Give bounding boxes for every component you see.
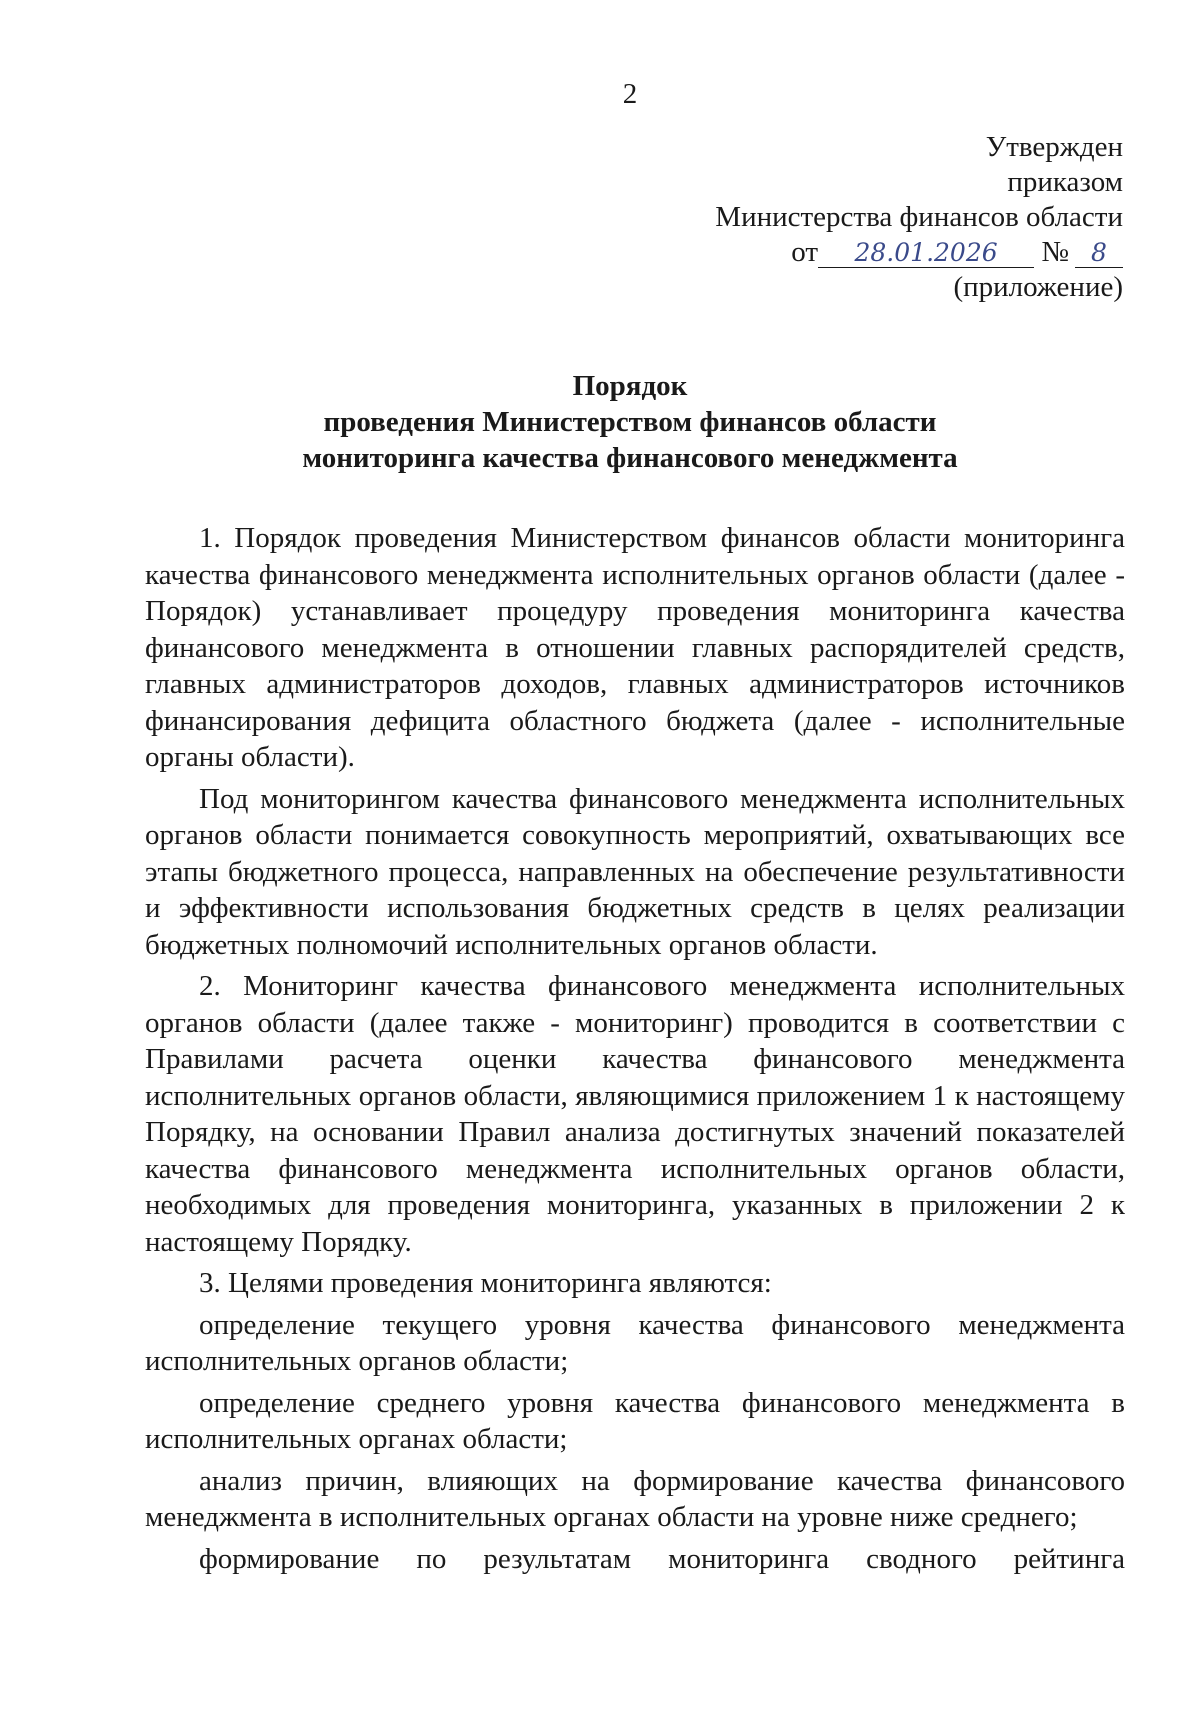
paragraph-1: 1. Порядок проведения Министерством финансов области мониторинга качества финансового менеджмента исполнительных органов области (далее - Порядок) устанавливает процедуру проведения мониторинга качества финансового менеджмента в отношении главных распорядителей средств, главных администраторов доходов, главных администраторов источников финансирования дефицита областного бюджета (далее - исполнительные органы области). [145, 522, 1125, 773]
approval-line-ministry: Министерства финансов области [715, 201, 1123, 233]
number-label: № [1041, 236, 1069, 268]
goal-item-4: формирование по результатам мониторинга сводного рейтинга [199, 1542, 1125, 1575]
document-body [145, 520, 1125, 1582]
handwritten-number: 8 [1075, 239, 1123, 268]
title-line-2: проведения Министерством финансов области [323, 406, 937, 438]
approval-line-date-number [715, 235, 1123, 270]
paragraph-3: 2. Мониторинг качества финансового менеджмента исполнительных органов области (далее также - мониторинг) проводится в соответствии с Правилами расчета оценки качества финансового менеджмента исполнительных органов области, являющимися приложением 1 к настоящему Порядку, на основании Правил анализа достигнутых значений показателей качества финансового менеджмента исполнительных органов области, необходимых для проведения мониторинга, указанных в приложении 2 к настоящему Порядку. [145, 970, 1125, 1258]
document-title [0, 368, 1200, 476]
approval-line-order: приказом [1007, 166, 1123, 198]
approval-stamp-block [715, 130, 1123, 305]
goal-item-3: анализ причин, влияющих на формирование качества финансового менеджмента в исполнительных органах области на уровне ниже среднего; [145, 1464, 1125, 1533]
paragraph-2: Под мониторингом качества финансового менеджмента исполнительных органов области понимается совокупность мероприятий, охватывающих все этапы бюджетного процесса, направленных на обеспечение результативности и эффективности использования бюджетных средств в целях реализации бюджетных полномочий исполнительных органов области. [145, 782, 1125, 961]
paragraph-4: 3. Целями проведения мониторинга являются: [199, 1267, 772, 1299]
approval-line-appendix: (приложение) [953, 271, 1123, 303]
title-line-1: Порядок [572, 370, 688, 402]
goal-item-2: определение среднего уровня качества финансового менеджмента в исполнительных органах области; [145, 1386, 1125, 1455]
goal-item-1: определение текущего уровня качества финансового менеджмента исполнительных органов области; [145, 1308, 1125, 1377]
title-line-3: мониторинга качества финансового менеджмента [302, 442, 958, 474]
handwritten-date: 28.01.2026 [818, 239, 1034, 268]
approval-line-approved: Утвержден [985, 131, 1123, 163]
date-prefix: от [791, 236, 819, 268]
page-number: 2 [622, 78, 638, 110]
